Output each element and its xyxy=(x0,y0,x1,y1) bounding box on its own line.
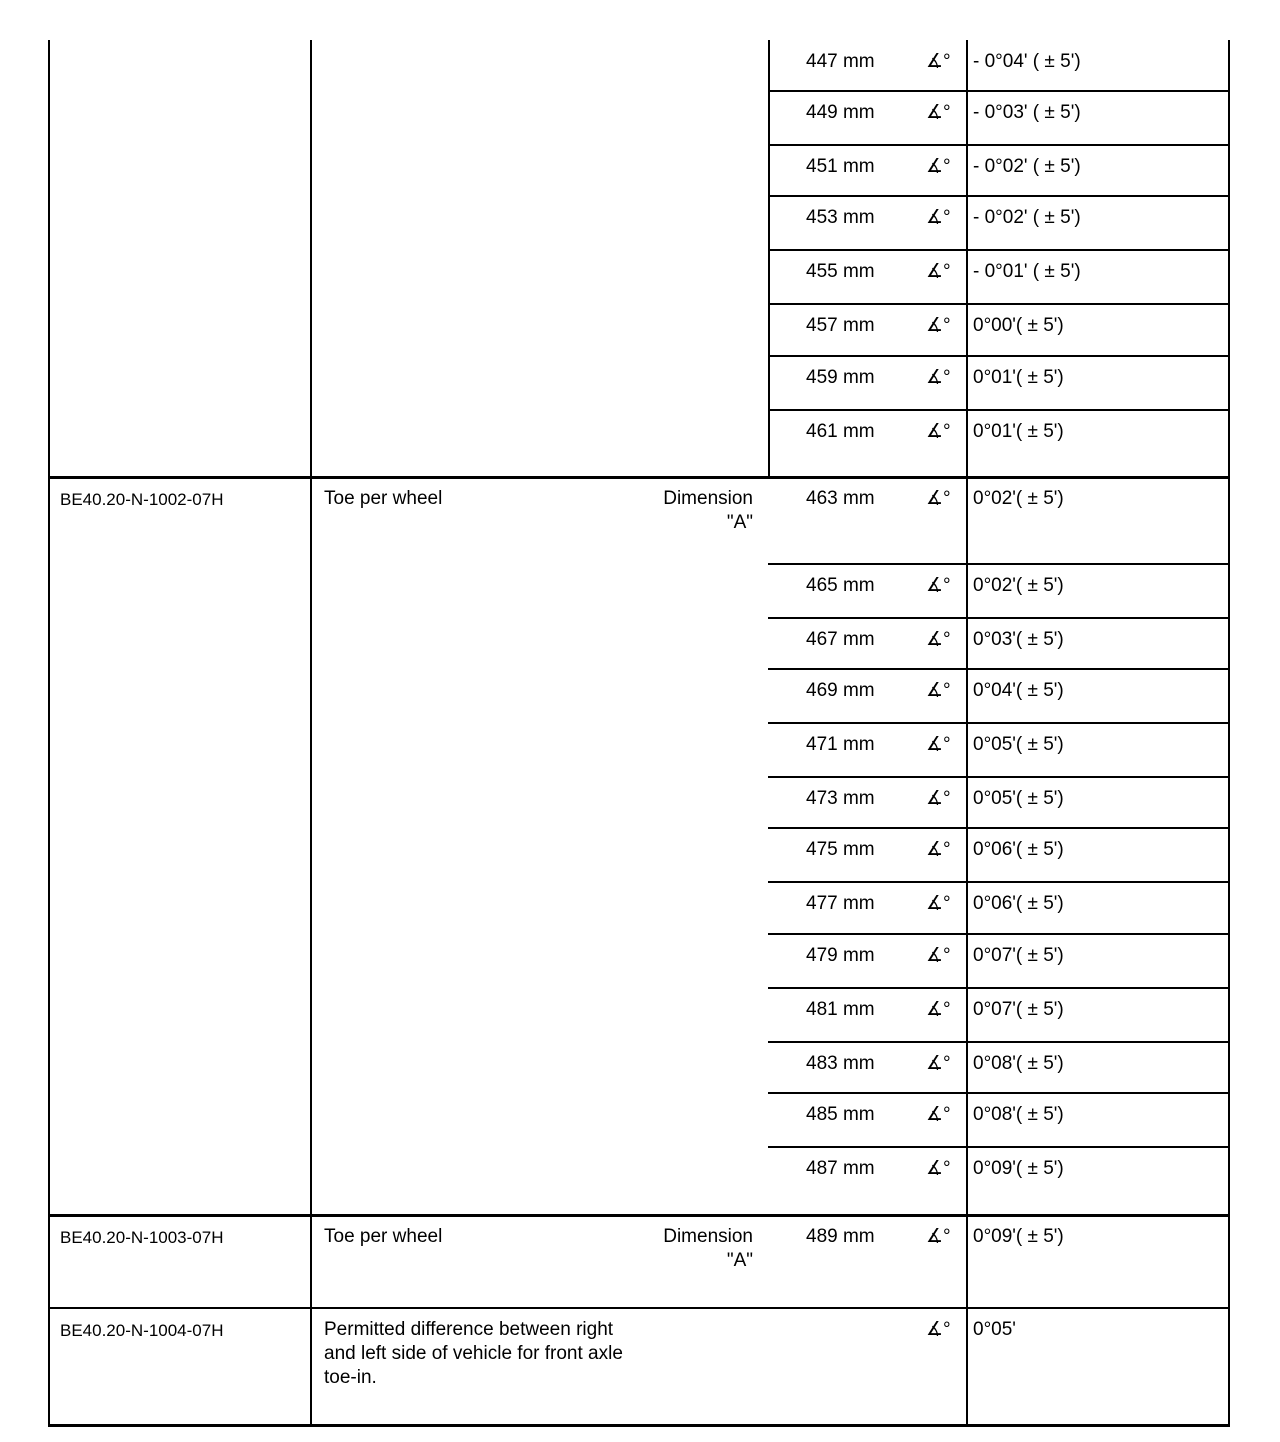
length-value: 477 mm xyxy=(806,893,875,914)
table-border-right xyxy=(1228,40,1230,1426)
angle-icon: ∡° xyxy=(926,51,951,72)
dimension-label: Dimension "A" xyxy=(663,1226,753,1271)
angle-icon: ∡° xyxy=(926,315,951,336)
row-divider xyxy=(768,722,1228,724)
row-divider xyxy=(768,933,1228,935)
angle-value: - 0°02' ( ± 5') xyxy=(973,156,1081,177)
length-value: 459 mm xyxy=(806,367,875,388)
column-divider-code xyxy=(310,40,312,1426)
length-value: 471 mm xyxy=(806,734,875,755)
angle-icon: ∡° xyxy=(926,207,951,228)
angle-icon: ∡° xyxy=(926,839,951,860)
row-divider xyxy=(768,776,1228,778)
row-divider xyxy=(768,617,1228,619)
angle-value: - 0°02' ( ± 5') xyxy=(973,207,1081,228)
angle-icon: ∡° xyxy=(926,680,951,701)
angle-icon: ∡° xyxy=(926,575,951,596)
angle-value: 0°01'( ± 5') xyxy=(973,421,1064,442)
angle-icon: ∡° xyxy=(926,1226,951,1247)
angle-icon: ∡° xyxy=(926,1104,951,1125)
angle-icon: ∡° xyxy=(926,367,951,388)
angle-icon: ∡° xyxy=(926,102,951,123)
angle-icon: ∡° xyxy=(926,261,951,282)
length-value: 451 mm xyxy=(806,156,875,177)
length-value: 483 mm xyxy=(806,1053,875,1074)
angle-value: 0°06'( ± 5') xyxy=(973,839,1064,860)
angle-value: 0°06'( ± 5') xyxy=(973,893,1064,914)
section-divider xyxy=(48,1307,1230,1309)
angle-value: 0°08'( ± 5') xyxy=(973,1053,1064,1074)
angle-value: 0°08'( ± 5') xyxy=(973,1104,1064,1125)
row-divider xyxy=(768,249,1228,251)
length-value: 473 mm xyxy=(806,788,875,809)
angle-icon: ∡° xyxy=(926,156,951,177)
angle-value: 0°01'( ± 5') xyxy=(973,367,1064,388)
angle-value: 0°05'( ± 5') xyxy=(973,788,1064,809)
table-border-left xyxy=(48,40,50,1426)
angle-value: 0°05' xyxy=(973,1319,1016,1340)
row-divider xyxy=(768,303,1228,305)
document-code: BE40.20-N-1002-07H xyxy=(60,490,224,509)
length-value: 461 mm xyxy=(806,421,875,442)
row-divider xyxy=(768,195,1228,197)
length-value: 485 mm xyxy=(806,1104,875,1125)
section-divider xyxy=(48,476,1230,479)
row-description: Toe per wheel xyxy=(324,488,443,509)
length-value: 455 mm xyxy=(806,261,875,282)
length-value: 481 mm xyxy=(806,999,875,1020)
dimension-label: Dimension "A" xyxy=(663,488,753,533)
angle-value: 0°02'( ± 5') xyxy=(973,575,1064,596)
angle-icon: ∡° xyxy=(926,999,951,1020)
length-value: 467 mm xyxy=(806,629,875,650)
angle-value: 0°09'( ± 5') xyxy=(973,1226,1064,1247)
row-divider xyxy=(768,144,1228,146)
row-divider xyxy=(768,881,1228,883)
angle-icon: ∡° xyxy=(926,629,951,650)
document-code: BE40.20-N-1003-07H xyxy=(60,1228,224,1247)
row-divider xyxy=(768,409,1228,411)
angle-icon: ∡° xyxy=(926,1319,951,1340)
row-divider xyxy=(768,90,1228,92)
angle-icon: ∡° xyxy=(926,734,951,755)
angle-value: 0°09'( ± 5') xyxy=(973,1158,1064,1179)
angle-value: - 0°03' ( ± 5') xyxy=(973,102,1081,123)
section-divider xyxy=(48,1214,1230,1217)
angle-icon: ∡° xyxy=(926,1158,951,1179)
column-divider-value xyxy=(966,40,968,1426)
length-value: 487 mm xyxy=(806,1158,875,1179)
length-value: 447 mm xyxy=(806,51,875,72)
angle-icon: ∡° xyxy=(926,893,951,914)
angle-value: - 0°04' ( ± 5') xyxy=(973,51,1081,72)
length-value: 469 mm xyxy=(806,680,875,701)
angle-icon: ∡° xyxy=(926,1053,951,1074)
angle-icon: ∡° xyxy=(926,788,951,809)
length-value: 489 mm xyxy=(806,1226,875,1247)
row-description: Toe per wheel xyxy=(324,1226,443,1247)
angle-value: 0°05'( ± 5') xyxy=(973,734,1064,755)
row-divider xyxy=(768,668,1228,670)
row-divider xyxy=(768,1092,1228,1094)
length-value: 463 mm xyxy=(806,488,875,509)
length-value: 475 mm xyxy=(806,839,875,860)
row-divider xyxy=(768,987,1228,989)
length-value: 453 mm xyxy=(806,207,875,228)
angle-value: 0°02'( ± 5') xyxy=(973,488,1064,509)
angle-value: 0°07'( ± 5') xyxy=(973,945,1064,966)
document-code: BE40.20-N-1004-07H xyxy=(60,1321,224,1340)
angle-icon: ∡° xyxy=(926,488,951,509)
angle-value: 0°00'( ± 5') xyxy=(973,315,1064,336)
angle-icon: ∡° xyxy=(926,421,951,442)
angle-icon: ∡° xyxy=(926,945,951,966)
angle-value: 0°04'( ± 5') xyxy=(973,680,1064,701)
length-value: 465 mm xyxy=(806,575,875,596)
length-value: 479 mm xyxy=(806,945,875,966)
column-divider-length-top xyxy=(768,40,770,477)
angle-value: - 0°01' ( ± 5') xyxy=(973,261,1081,282)
angle-value: 0°07'( ± 5') xyxy=(973,999,1064,1020)
section-divider xyxy=(48,1424,1230,1427)
row-divider xyxy=(768,563,1228,565)
row-divider xyxy=(768,1146,1228,1148)
row-divider xyxy=(768,827,1228,829)
row-description: Permitted difference between right and left side of vehicle for front axle toe-in. xyxy=(324,1319,623,1388)
length-value: 449 mm xyxy=(806,102,875,123)
angle-value: 0°03'( ± 5') xyxy=(973,629,1064,650)
row-divider xyxy=(768,355,1228,357)
row-divider xyxy=(768,1041,1228,1043)
length-value: 457 mm xyxy=(806,315,875,336)
